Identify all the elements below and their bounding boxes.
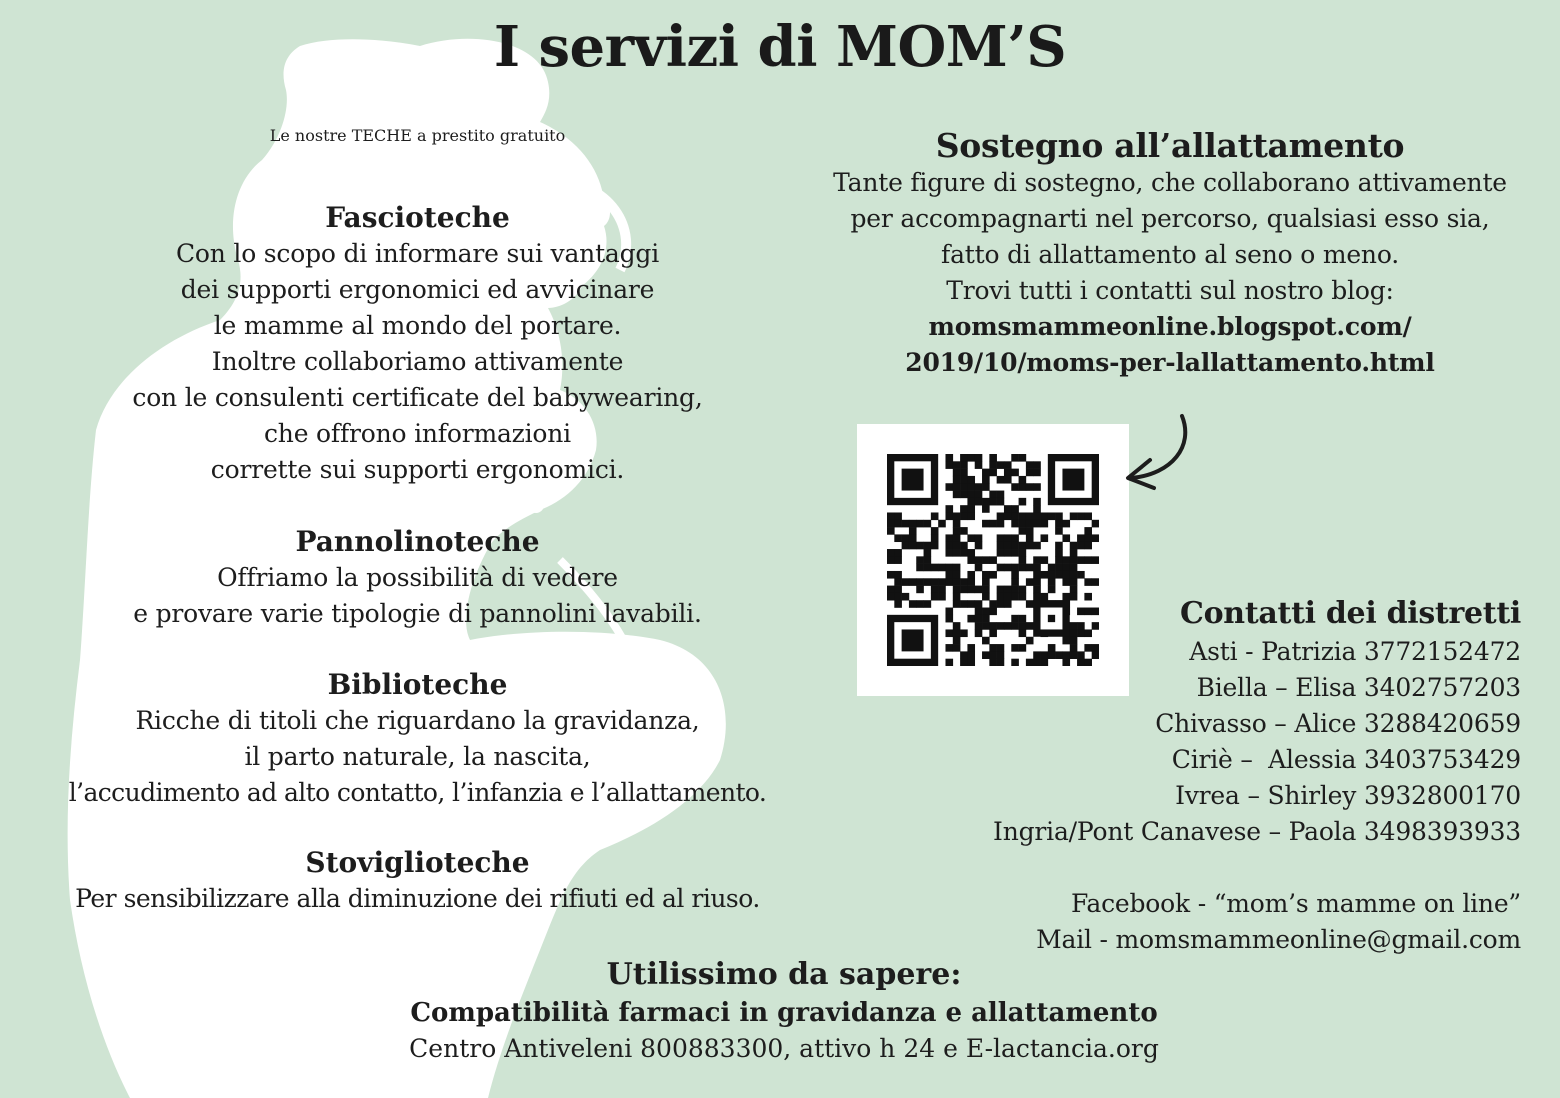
facebook-contact: Facebook - “mom’s mamme on line” — [1070, 889, 1521, 918]
useful-info-subheading: Compatibilità farmaci in gravidanza e allattamento — [410, 998, 1158, 1028]
blog-link[interactable]: 2019/10/moms-per-lallattamento.html — [905, 348, 1435, 377]
allattamento-section — [800, 126, 1540, 381]
allattamento-heading: Sostegno all’allattamento — [935, 126, 1405, 165]
district-contact: Ivrea – Shirley 3932800170 — [1175, 781, 1521, 810]
allattamento-line: Trovi tutti i contatti sul nostro blog: — [946, 276, 1394, 305]
mail-contact[interactable]: Mail - momsmammeonline@gmail.com — [1036, 925, 1521, 954]
curved-arrow-icon — [1120, 412, 1200, 502]
useful-info-text: Centro Antiveleni 800883300, attivo h 24 e E-lactancia.org — [409, 1034, 1159, 1063]
stoviglioteche-title: Stoviglioteche — [305, 846, 530, 879]
allattamento-line: Tante figure di sostegno, che collaborano attivamente — [833, 168, 1507, 197]
fascioteche-line: Con lo scopo di informare sui vantaggi — [175, 239, 660, 268]
biblioteche-section — [30, 667, 805, 811]
teche-heading: Le nostre TECHE a prestito gratuito — [269, 126, 566, 145]
contacts-heading: Contatti dei distretti — [1180, 596, 1521, 631]
contacts-section — [993, 594, 1521, 958]
blog-link[interactable]: momsmammeonline.blogspot.com/ — [928, 312, 1412, 341]
district-contact: Chivasso – Alice 3288420659 — [1155, 709, 1521, 738]
pannolinoteche-line: Offriamo la possibilità di vedere — [217, 563, 618, 592]
pannolinoteche-line: e provare varie tipologie di pannolini lavabili. — [133, 599, 702, 628]
biblioteche-line: l’accudimento ad alto contatto, l’infanzia e l’allattamento. — [68, 778, 767, 807]
pannolinoteche-section — [30, 524, 805, 632]
district-contact: Ingria/Pont Canavese – Paola 3498393933 — [993, 817, 1521, 846]
fascioteche-line: con le consulenti certificate del babywearing, — [132, 383, 703, 412]
fascioteche-line: le mamme al mondo del portare. — [213, 311, 622, 340]
fascioteche-line: dei supporti ergonomici ed avvicinare — [180, 275, 655, 304]
stoviglioteche-section — [30, 845, 805, 917]
district-contact: Ciriè – Alessia 3403753429 — [1171, 745, 1521, 774]
stoviglioteche-line: Per sensibilizzare alla diminuzione dei rifiuti ed al riuso. — [75, 884, 760, 913]
fascioteche-section — [30, 200, 805, 488]
biblioteche-title: Biblioteche — [327, 668, 508, 701]
fascioteche-line: che offrono informazioni — [264, 419, 571, 448]
useful-info-section — [300, 955, 1268, 1067]
biblioteche-line: Ricche di titoli che riguardano la gravidanza, — [135, 706, 700, 735]
district-contact: Asti - Patrizia 3772152472 — [1189, 637, 1521, 666]
fascioteche-line: corrette sui supporti ergonomici. — [210, 455, 625, 484]
allattamento-line: fatto di allattamento al seno o meno. — [941, 240, 1399, 269]
allattamento-line: per accompagnarti nel percorso, qualsiasi esso sia, — [850, 204, 1490, 233]
fascioteche-line: Inoltre collaboriamo attivamente — [211, 347, 624, 376]
useful-info-heading: Utilissimo da sapere: — [606, 957, 962, 992]
district-contact: Biella – Elisa 3402757203 — [1196, 673, 1521, 702]
biblioteche-line: il parto naturale, la nascita, — [244, 742, 591, 771]
pannolinoteche-title: Pannolinoteche — [295, 525, 540, 558]
spacer — [993, 850, 1521, 886]
page-title: I servizi di MOM’S — [493, 14, 1067, 80]
fascioteche-title: Fascioteche — [325, 201, 510, 234]
